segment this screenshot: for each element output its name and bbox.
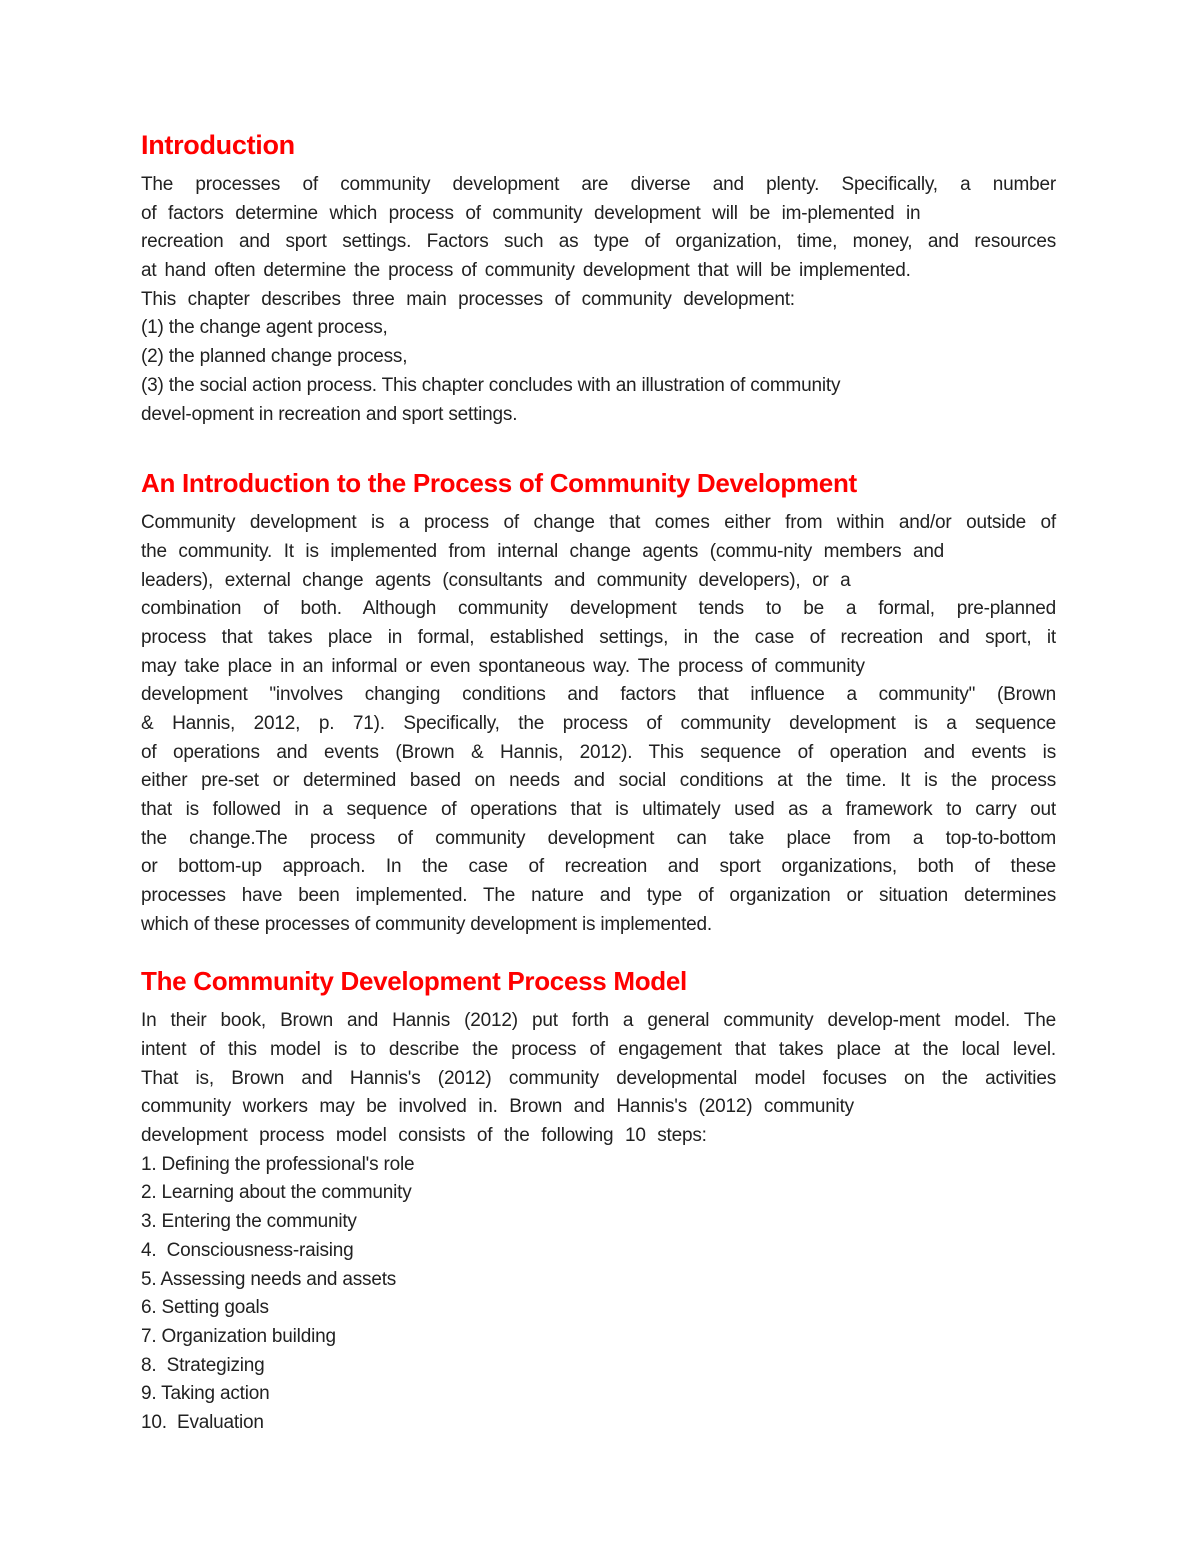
section-heading-process-of-community-development: An Introduction to the Process of Community Development	[141, 468, 857, 499]
text-line: The processes of community development are diverse and plenty. Specifically, a number	[141, 174, 1056, 196]
text-line: process that takes place in formal, established settings, in the case of recreation and sport, it	[141, 626, 1056, 648]
text-column	[141, 130, 1056, 1438]
text-line: the community. It is implemented from internal change agents (commu-nity members and	[141, 540, 945, 562]
text-line: & Hannis, 2012, p. 71). Specifically, the process of community development is a sequence	[141, 712, 1056, 734]
paragraph-process-of-community-development	[141, 509, 1056, 939]
process-model-steps-list	[141, 1151, 1056, 1438]
list-item-step: 10. Evaluation	[141, 1411, 264, 1433]
list-item-step: 2. Learning about the community	[141, 1182, 412, 1204]
text-line: devel-opment in recreation and sport settings.	[141, 403, 518, 425]
text-line: that is followed in a sequence of operations that is ultimately used as a framework to carry out	[141, 799, 1056, 820]
text-line: leaders), external change agents (consultants and community developers), or a	[141, 569, 851, 591]
list-item-step: 6. Setting goals	[141, 1297, 269, 1319]
text-line: combination of both. Although community development tends to be a formal, pre-planned	[141, 598, 1056, 620]
list-item-numbered: (3) the social action process. This chapter concludes with an illustration of community	[141, 374, 841, 396]
text-line: Community development is a process of change that comes either from within and/or outside of	[141, 512, 1056, 534]
text-line: which of these processes of community development is implemented.	[141, 913, 712, 935]
text-line: development "involves changing conditions and factors that influence a community" (Brown	[141, 684, 1056, 706]
text-line: the change.The process of community development can take place from a top-to-bottom	[141, 827, 1056, 849]
paragraph-process-model	[141, 1007, 1056, 1150]
list-item-step: 5. Assessing needs and assets	[141, 1268, 397, 1290]
paragraph-introduction	[141, 171, 1056, 429]
text-line: In their book, Brown and Hannis (2012) put forth a general community develop-ment model. The	[141, 1010, 1056, 1032]
text-line: may take place in an informal or even spontaneous way. The process of community	[141, 655, 865, 677]
text-line: at hand often determine the process of community development that will be implemented.	[141, 260, 911, 282]
section-heading-introduction: Introduction	[141, 130, 295, 160]
list-item-step: 9. Taking action	[141, 1383, 270, 1405]
list-item-step: 7. Organization building	[141, 1325, 336, 1347]
list-item-numbered: (1) the change agent process,	[141, 317, 388, 339]
text-line: of operations and events (Brown & Hannis, 2012). This sequence of operation and events is	[141, 741, 1056, 763]
section-heading-process-model: The Community Development Process Model	[141, 966, 687, 997]
list-item-numbered: (2) the planned change process,	[141, 346, 408, 368]
text-line: development process model consists of the following 10 steps:	[141, 1125, 707, 1147]
list-item-step: 8. Strategizing	[141, 1354, 265, 1376]
text-line: intent of this model is to describe the process of engagement that takes place at the local level.	[141, 1039, 1056, 1061]
text-line: recreation and sport settings. Factors such as type of organization, time, money, and resources	[141, 231, 1056, 253]
list-item-step: 3. Entering the community	[141, 1211, 357, 1233]
text-line: either pre-set or determined based on needs and social conditions at the time. It is the process	[141, 770, 1056, 792]
text-line: community workers may be involved in. Brown and Hannis's (2012) community	[141, 1096, 854, 1118]
list-item-step: 4. Consciousness-raising	[141, 1239, 354, 1261]
text-line: This chapter describes three main processes of community development:	[141, 288, 795, 310]
text-line: or bottom-up approach. In the case of recreation and sport organizations, both of these	[141, 856, 1056, 878]
text-line: of factors determine which process of community development will be im-plemented in	[141, 202, 921, 224]
text-line: processes have been implemented. The nature and type of organization or situation determines	[141, 885, 1056, 907]
list-item-step: 1. Defining the professional's role	[141, 1153, 415, 1175]
text-line: That is, Brown and Hannis's (2012) community developmental model focuses on the activities	[141, 1067, 1056, 1089]
